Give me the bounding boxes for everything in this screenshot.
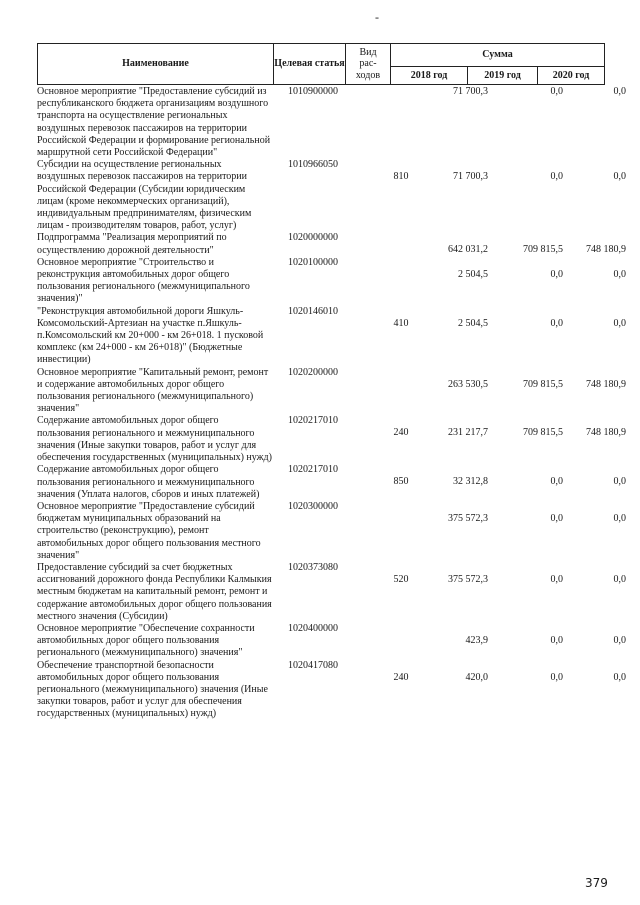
table-row — [37, 306, 629, 367]
row-vid: 850 — [393, 476, 409, 488]
row-vid — [386, 257, 416, 306]
table-row — [37, 464, 629, 501]
row-sum-2018: 642 031,2 — [448, 244, 488, 256]
row-sum-2018: 2 504,5 — [458, 317, 488, 329]
header-2020: 2020 год — [537, 66, 605, 85]
row-code: 1010966050 — [288, 159, 338, 171]
row-sum-2018: 71 700,3 — [453, 171, 488, 183]
row-sum-2020: 0,0 — [613, 476, 626, 488]
row-code: 1020300000 — [288, 500, 338, 512]
row-sum-2019: 0,0 — [550, 317, 563, 329]
row-code: 1020200000 — [288, 366, 338, 378]
row-name: Основное мероприятие "Капитальный ремонт, ремонт и содержание автомобильных дорог общего пользования регионального (межмуниципального) значения" — [37, 366, 269, 415]
table-row — [37, 257, 629, 306]
row-name: Подпрограмма "Реализация мероприятий по осуществлению дорожной деятельности" — [37, 232, 227, 256]
header-sum: Сумма — [390, 43, 605, 67]
row-vid — [386, 623, 416, 660]
header-2019: 2019 год — [467, 66, 538, 85]
table-row — [37, 660, 629, 721]
row-vid — [386, 86, 416, 159]
row-name: Содержание автомобильных дорог общего пользования регионального и межмуниципального значения (Уплата налогов, сборов и иных платежей) — [37, 464, 260, 500]
row-sum-2019: 0,0 — [550, 171, 563, 183]
row-sum-2019: 709 815,5 — [523, 378, 563, 390]
row-sum-2019: 709 815,5 — [523, 427, 563, 439]
row-name: Субсидии на осуществление региональных воздушных перевозок пассажиров на территории Российской Федерации (Субсидии юридическим лицам (кроме некоммерческих организаций), индивидуальным предпринимателям, физическим лицам - производителям товаров, работ, услуг) — [37, 159, 252, 232]
row-vid: 520 — [393, 573, 409, 585]
header-2018: 2018 год — [390, 66, 468, 85]
row-name: Основное мероприятие "Строительство и реконструкция автомобильных дорог общего пользования регионального (межмуниципального значения)" — [37, 256, 250, 305]
row-name: Обеспечение транспортной безопасности автомобильных дорог общего пользования регионального (межмуниципального) значения (Иные закупки товаров, работ и услуг для обеспечения государственных (муниципальных) нужд) — [37, 659, 268, 720]
table-row — [37, 562, 629, 623]
row-sum-2018: 375 572,3 — [448, 573, 488, 585]
row-sum-2020: 748 180,9 — [586, 427, 626, 439]
row-code: 1020217010 — [288, 464, 338, 476]
header-vid: Вид рас-ходов — [345, 43, 391, 85]
row-vid — [386, 501, 416, 562]
row-sum-2019: 0,0 — [550, 268, 563, 280]
row-sum-2020: 0,0 — [613, 171, 626, 183]
row-sum-2020: 748 180,9 — [586, 378, 626, 390]
row-code: 1020417080 — [288, 659, 338, 671]
table-row — [37, 415, 629, 464]
row-code: 1020400000 — [288, 622, 338, 634]
row-sum-2018: 263 530,5 — [448, 378, 488, 390]
row-name: Основное мероприятие "Предоставление субсидий бюджетам муниципальных образований на строительство (реконструкцию), ремонт автомобильных дорог общего пользования местного значения" — [37, 500, 261, 561]
row-vid — [386, 232, 416, 256]
row-vid: 240 — [393, 427, 409, 439]
row-sum-2018: 32 312,8 — [453, 476, 488, 488]
row-vid: 410 — [393, 317, 409, 329]
row-code: 1010900000 — [288, 86, 338, 97]
row-sum-2018: 71 700,3 — [453, 86, 488, 97]
row-sum-2019: 0,0 — [550, 476, 563, 488]
top-mark: - — [375, 10, 379, 24]
row-sum-2020: 0,0 — [613, 512, 626, 524]
row-name: Предоставление субсидий за счет бюджетных ассигнований дорожного фонда Республики Калмыкия местным бюджетам на капитальный ремонт, ремонт и содержание автомобильных дорог общего пользования местного значения (Субсидии) — [37, 561, 272, 622]
header-target: Целевая статья — [273, 43, 346, 85]
table-row — [37, 159, 629, 232]
table-row — [37, 232, 629, 256]
row-sum-2020: 0,0 — [613, 268, 626, 280]
row-sum-2018: 423,9 — [465, 634, 488, 646]
header-name: Наименование — [37, 43, 274, 85]
row-sum-2019: 0,0 — [550, 671, 563, 683]
row-sum-2020: 0,0 — [613, 317, 626, 329]
row-name: "Реконструкция автомобильной дороги Яшкуль-Комсомольский-Артезиан на участке п.Яшкуль-п.Комсомольский км 20+000 - км 26+018. 1 пусковой комплекс (км 24+000 - км 26+018)" (Бюджетные инвестиции) — [37, 305, 264, 366]
table-row — [37, 623, 629, 660]
row-sum-2019: 0,0 — [550, 634, 563, 646]
row-name: Основное мероприятие "Обеспечение сохранности автомобильных дорог общего пользования регионального (межмуниципального) значения" — [37, 622, 255, 659]
row-vid: 240 — [393, 671, 409, 683]
row-sum-2019: 709 815,5 — [523, 244, 563, 256]
table-header — [37, 43, 605, 85]
row-sum-2019: 0,0 — [550, 512, 563, 524]
row-code: 1020100000 — [288, 256, 338, 268]
row-sum-2018: 2 504,5 — [458, 268, 488, 280]
row-sum-2020: 0,0 — [613, 634, 626, 646]
row-sum-2020: 0,0 — [613, 671, 626, 683]
row-code: 1020000000 — [288, 232, 338, 244]
row-code: 1020373080 — [288, 561, 338, 573]
row-sum-2019: 0,0 — [550, 86, 563, 97]
table-row — [37, 501, 629, 562]
row-code: 1020146010 — [288, 305, 338, 317]
row-vid — [386, 367, 416, 416]
table-row — [37, 367, 629, 416]
row-name: Основное мероприятие "Предоставление субсидий из республиканского бюджета организациям воздушного транспорта на осуществление региональных воздушных перевозок пассажиров на территории Российской Федерации и формирование региональной маршрутной сети Российской Федерации" — [37, 86, 271, 159]
table-row — [37, 86, 629, 159]
row-sum-2019: 0,0 — [550, 573, 563, 585]
row-sum-2020: 0,0 — [613, 573, 626, 585]
row-sum-2018: 420,0 — [465, 671, 488, 683]
page-number: 379 — [585, 876, 608, 890]
row-sum-2018: 231 217,7 — [448, 427, 488, 439]
row-name: Содержание автомобильных дорог общего пользования регионального и межмуниципального значения (Иные закупки товаров, работ и услуг для обеспечения государственных (муниципальных) нужд) — [37, 415, 272, 464]
row-sum-2018: 375 572,3 — [448, 512, 488, 524]
budget-table — [37, 86, 629, 721]
row-code: 1020217010 — [288, 415, 338, 427]
row-vid: 810 — [393, 171, 409, 183]
row-sum-2020: 748 180,9 — [586, 244, 626, 256]
row-sum-2020: 0,0 — [613, 86, 626, 97]
